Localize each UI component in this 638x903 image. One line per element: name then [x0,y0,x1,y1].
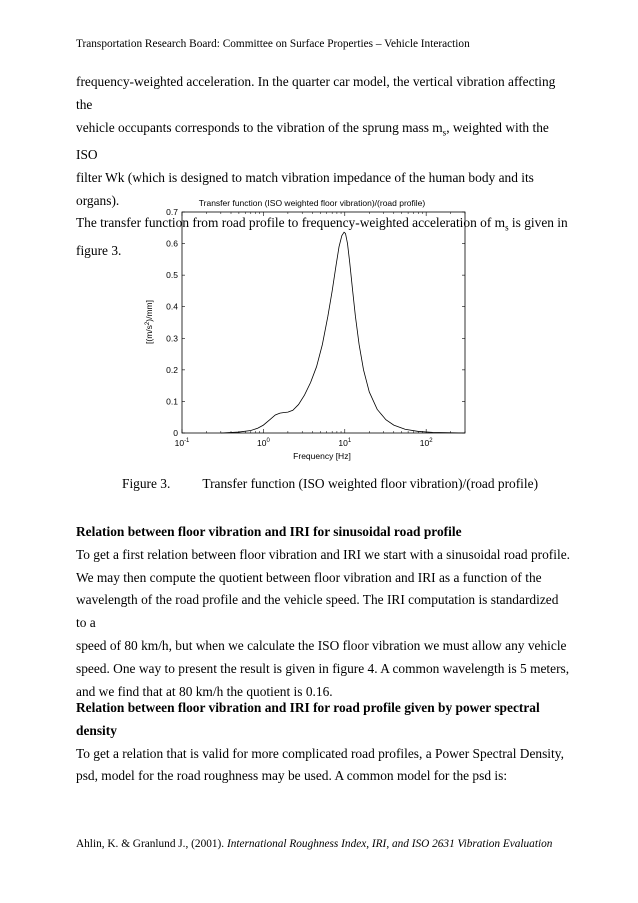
figure-3 [130,186,480,468]
intro-line: The transfer function from road profile to frequency-weighted acceleration of $m_s$ is given in [76,215,568,234]
footer-title: International Roughness Index, IRI, and ISO 2631 Vibration Evaluation [226,838,553,850]
y-tick-label: 0.6 [166,238,178,249]
body-line: To get a first relation between floor vibration and IRI we start with a sinusoidal road profile. [76,546,571,562]
x-tick-label: $10^2$ [419,438,433,448]
transfer-function-curve [221,232,465,433]
caption-text: Transfer function (ISO weighted floor vibration)/(road profile) [202,476,539,491]
y-tick-label: 0.4 [166,301,178,312]
section-heading: Relation between floor vibration and IRI for sinusoidal road profile [76,524,462,539]
body-line: speed of 80 km/h, but when we calculate the ISO floor vibration we must allow any vehicle [76,637,567,653]
intro-line: figure 3. [76,242,122,258]
chart-title: Transfer function (ISO weighted floor vibration)/(road profile) [198,198,426,208]
x-axis-ticks [175,212,465,448]
figure-caption [122,476,538,492]
transfer-function-chart [130,186,480,468]
y-tick-label: 0.1 [166,396,178,407]
body-line: and we find that at 80 km/h the quotient is 0.16. [76,683,333,699]
body-line: speed. One way to present the result is given in figure 4. A common wavelength is 5 meters, [76,660,570,676]
caption-label: Figure 3. [122,476,171,491]
x-tick-label: $10^0$ [256,438,270,448]
y-tick-label: 0.7 [166,207,178,217]
x-axis-label: Frequency [Hz] [293,451,351,461]
y-tick-label: 0.2 [166,364,178,375]
body-line: We may then compute the quotient between floor vibration and IRI as a function of the [76,569,542,585]
plot-frame [182,212,465,433]
section-psd [76,697,571,788]
body-line: wavelength of the road profile and the vehicle speed. The IRI computation is standardized to a [76,592,559,631]
y-tick-label: 0 [173,428,178,438]
running-header: Transportation Research Board: Committee on Surface Properties – Vehicle Interaction [76,38,470,50]
intro-line: frequency-weighted acceleration. In the quarter car model, the vertical vibration affecting the [76,74,556,112]
body-line: To get a relation that is valid for more complicated road profiles, a Power Spectral Density, [76,745,564,761]
intro-line: vehicle occupants corresponds to the vibration of the sprung mass $m_s$, weighted with the ISO [76,119,549,163]
section-heading: Relation between floor vibration and IRI for road profile given by power spectral [76,700,540,715]
body-line: psd, model for the road roughness may be used. A common model for the psd is: [76,768,508,784]
footer-authors: Ahlin, K. & Granlund J., (2001). [76,838,227,850]
footer-citation [76,838,552,850]
section-heading: density [76,722,117,738]
x-tick-label: $10^{-1}$ [174,438,190,448]
y-tick-label: 0.3 [166,333,178,344]
y-tick-label: 0.5 [166,270,178,281]
y-axis-label: $[(m/s^2)/mm]$ [144,300,154,344]
section-sinusoidal [76,521,571,703]
y-axis-ticks [166,207,465,438]
intro-line: filter Wk (which is designed to match vibration impedance of the human body and its organs). [76,169,534,208]
x-tick-label: $10^1$ [338,438,352,448]
